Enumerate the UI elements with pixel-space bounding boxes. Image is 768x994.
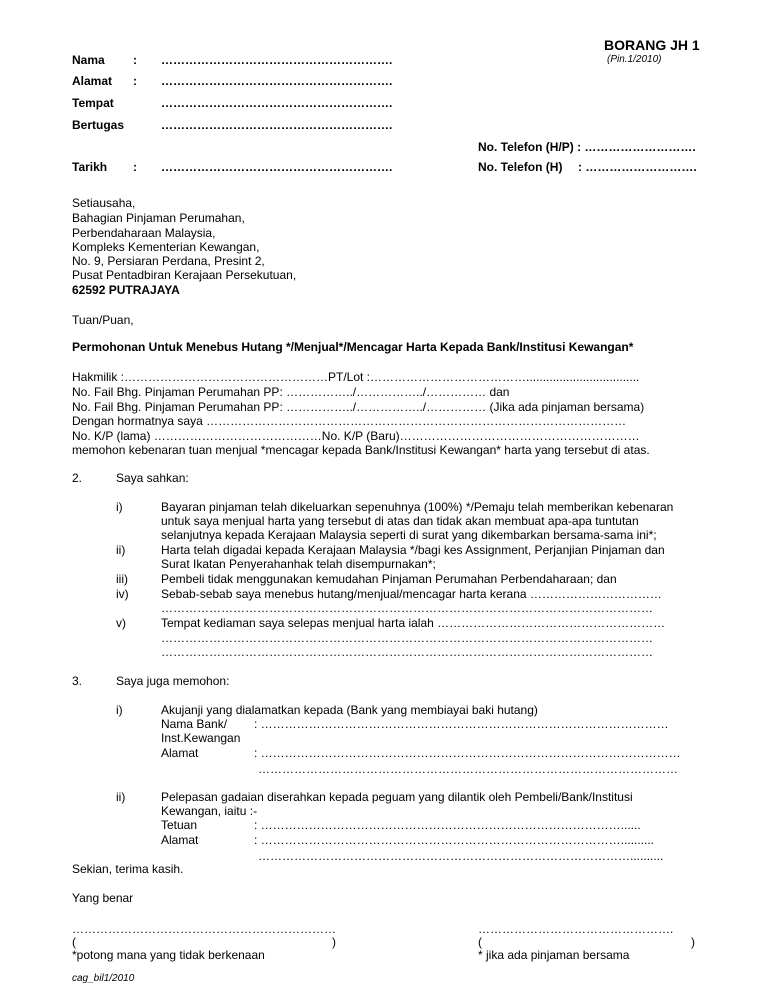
form-code: BORANG JH 1 [604, 37, 700, 53]
intro-line: No. Fail Bhg. Pinjaman Perumahan PP: ……………../……………../…………… (Jika ada pinjaman bersama) [72, 400, 645, 414]
signature-bracket-close: ) [332, 935, 336, 949]
item-roman: v) [116, 616, 126, 630]
bank-name-field[interactable]: : ………………………………………………………………………………………… [254, 717, 669, 731]
address-postcode: 62592 PUTRAJAYA [72, 283, 180, 297]
bank-label: Inst.Kewangan [161, 731, 241, 745]
field-label-bertugas: Bertugas [72, 118, 125, 132]
phone-mobile-field[interactable]: No. Telefon (H/P) : ………………………. [478, 140, 696, 154]
address-line: Setiausaha, [72, 196, 136, 210]
item-line: Kewangan, iaitu :- [161, 804, 258, 818]
section-number: 3. [72, 674, 83, 688]
form-reference: (Pin.1/2010) [607, 54, 662, 65]
signature-line[interactable]: …………………………………………. [478, 922, 674, 936]
item-roman: iv) [116, 587, 129, 601]
item-line: untuk saya menjual harta yang tersebut di atas dan tidak akan membuat apa-apa tuntutan [161, 514, 639, 528]
tetuan-label: Tetuan [161, 818, 198, 832]
section-number: 2. [72, 471, 83, 485]
item-line: Surat Ikatan Penyerahanhak telah disempurnakan*; [161, 557, 436, 571]
field-dots-bertugas[interactable]: …………………………………………………. [161, 118, 393, 132]
alamat-label: Alamat [161, 833, 199, 847]
item-line[interactable]: …………………………………………………………………………………………………………… [161, 631, 653, 645]
item-roman: ii) [116, 790, 126, 804]
item-line: Akujanji yang dialamatkan kepada (Bank yang membiayai baki hutang) [161, 703, 538, 717]
item-line: Pelepasan gadaian diserahkan kepada peguam yang dilantik oleh Pembeli/Bank/Institusi [161, 790, 633, 804]
field-label-tarikh: Tarikh [72, 160, 108, 174]
closing-thanks: Sekian, terima kasih. [72, 862, 184, 876]
letter-subject: Permohonan Untuk Menebus Hutang */Menjual*/Mencagar Harta Kepada Bank/Institusi Kewangan* [72, 340, 634, 354]
lawyer-name-field[interactable]: : ………………………………………………………………………………...... [254, 818, 641, 832]
address-line: Perbendaharaan Malaysia, [72, 226, 216, 240]
field-label-alamat: Alamat [72, 74, 113, 88]
phone-home-label: No. Telefon (H) [478, 160, 563, 174]
item-line: selanjutnya kepada Kerajaan Malaysia seperti di surat yang dikembarkan bersama-sama ini*; [161, 528, 657, 542]
item-roman: iii) [116, 572, 128, 586]
item-line: Bayaran pinjaman telah dikeluarkan sepenuhnya (100%) */Pemaju telah memberikan kebenaran [161, 500, 674, 514]
section-title: Saya juga memohon: [116, 674, 230, 688]
item-line[interactable]: …………………………………………………………………………………………………………… [161, 601, 653, 615]
field-dots-alamat[interactable]: …………………………………………………. [161, 74, 393, 88]
item-line[interactable]: Tempat kediaman saya selepas menjual harta ialah ………………………………………………… [161, 616, 666, 630]
signature-note: * jika ada pinjaman bersama [478, 948, 630, 962]
intro-line: No. K/P (lama) ……………………………………No. K/P (Baru)…………………………………………………… [72, 429, 640, 443]
address-line: Kompleks Kementerian Kewangan, [72, 240, 260, 254]
intro-line: Hakmilik :……………………………………………PT/Lot :………………………………….................................. [72, 370, 640, 384]
closing-yours: Yang benar [72, 891, 134, 905]
address-line: Pusat Pentadbiran Kerajaan Persekutuan, [72, 268, 297, 282]
bank-address-field[interactable]: …………………………………………………………………………………………… [258, 762, 678, 776]
item-roman: i) [116, 500, 123, 514]
item-line[interactable]: Sebab-sebab saya menebus hutang/menjual/mencagar harta kerana …………………………… [161, 587, 662, 601]
item-line: Harta telah digadai kepada Kerajaan Malaysia */bagi kes Assignment, Perjanjian Pinjaman dan [161, 543, 665, 557]
salutation: Tuan/Puan, [72, 313, 134, 327]
item-line: Pembeli tidak menggunakan kemudahan Pinjaman Perumahan Perbendaharaan; dan [161, 572, 617, 586]
field-label-tempat: Tempat [72, 96, 114, 110]
field-label-nama: Nama [72, 53, 105, 67]
bank-label: Nama Bank/ [161, 717, 228, 731]
item-roman: i) [116, 703, 123, 717]
section-title: Saya sahkan: [116, 471, 189, 485]
signature-bracket-open: ( [72, 935, 76, 949]
field-colon: : [133, 53, 137, 67]
lawyer-address-field[interactable]: ………………………………………………………………………………….......... [258, 849, 664, 863]
phone-home-field[interactable]: : ………………………. [578, 160, 697, 174]
footer-code: cag_bil1/2010 [72, 973, 135, 984]
field-colon: : [133, 74, 137, 88]
field-dots-tempat[interactable]: …………………………………………………. [161, 96, 393, 110]
intro-line: memohon kebenaran tuan menjual *mencagar kepada Bank/Institusi Kewangan* harta yang tersebut di atas. [72, 443, 650, 457]
intro-line: Dengan hormatnya saya …………………………………………………………………………………………… [72, 414, 627, 428]
signature-line[interactable]: ………………………………………………………… [72, 922, 336, 936]
signature-bracket-open: ( [478, 935, 482, 949]
bank-address-field[interactable]: : …………………………………………………………………………………………… [254, 746, 681, 760]
address-line: Bahagian Pinjaman Perumahan, [72, 211, 245, 225]
lawyer-address-field[interactable]: : ……………………………………………………………………………….......... [254, 833, 655, 847]
signature-bracket-close: ) [691, 935, 695, 949]
item-line[interactable]: …………………………………………………………………………………………………………… [161, 645, 653, 659]
item-roman: ii) [116, 543, 126, 557]
intro-line: No. Fail Bhg. Pinjaman Perumahan PP: ……………../……………../…………… dan [72, 385, 510, 399]
address-line: No. 9, Persiaran Perdana, Presint 2, [72, 254, 265, 268]
alamat-label: Alamat [161, 746, 199, 760]
field-dots-tarikh[interactable]: …………………………………………………. [161, 160, 393, 174]
field-dots-nama[interactable]: …………………………………………………. [161, 53, 393, 67]
field-colon: : [133, 160, 137, 174]
signature-note: *potong mana yang tidak berkenaan [72, 948, 265, 962]
